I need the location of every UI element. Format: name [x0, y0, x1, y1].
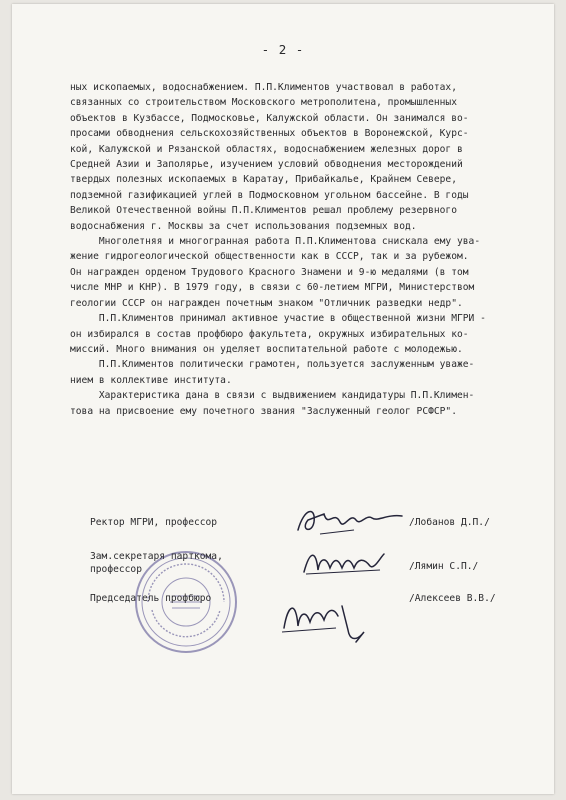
body-line: Средней Азии и Заполярье, изучением условий обводнения месторождений [70, 159, 463, 171]
body-line: Он награжден орденом Трудового Красного Знамени и 9-ю медалями (в том [70, 266, 469, 278]
document-body [70, 80, 530, 419]
signatory-role: Ректор МГРИ, профессор [90, 517, 218, 528]
signatory-role: Председатель профбюро [90, 593, 212, 604]
body-line: подземной газификацией углей в Подмосковном угольном бассейне. В годы [70, 189, 469, 201]
signatory-role: Зам.секретаря парткома, профессор [90, 551, 223, 575]
body-line: жение гидрогеологической общественности как в СССР, так и за рубежом. [70, 251, 469, 263]
body-line: просами обводнения сельскохозяйственных объектов в Воронежской, Курс- [70, 128, 469, 140]
body-line: Многолетняя и многогранная работа П.П.Климентова снискала ему ува- [70, 236, 481, 248]
body-line: миссий. Много внимания он уделяет воспитательной работе с молодежью. [70, 343, 463, 355]
body-line: связанных со строительством Московского метрополитена, промышленных [70, 97, 457, 109]
body-line: нием в коллективе института. [70, 374, 232, 386]
signature-lobanov [294, 500, 406, 540]
body-line: П.П.Климентов принимал активное участие в общественной жизни МГРИ - [70, 313, 486, 325]
document-page [12, 4, 554, 794]
signature-alekseev [278, 586, 374, 648]
signatory-name: /Лобанов Д.П./ [409, 517, 490, 528]
body-line: числе МНР и КНР). В 1979 году, в связи с 60-летием МГРИ, Министерством [70, 282, 475, 294]
body-line: геологии СССР он награжден почетным знаком "Отличник разведки недр". [70, 297, 463, 309]
page-number: - 2 - [261, 42, 305, 57]
signatory-name: /Алексеев В.В./ [409, 593, 496, 604]
body-line: кой, Калужской и Рязанской областях, водоснабжением железных дорог в [70, 143, 463, 155]
signatory-name: /Лямин С.П./ [409, 561, 479, 572]
body-line: он избирался в состав профбюро факультета, окружных избирательных ко- [70, 328, 469, 340]
body-line: объектов в Кузбассе, Подмосковье, Калужской области. Он занимался во- [70, 112, 469, 124]
body-line: водоснабжения г. Москвы за счет использования подземных вод. [70, 220, 417, 232]
body-line: П.П.Климентов политически грамотен, пользуется заслуженным уваже- [70, 359, 475, 371]
body-line: това на присвоение ему почетного звания "Заслуженный геолог РСФСР". [70, 405, 457, 417]
body-line: твердых полезных ископаемых в Каратау, Прибайкалье, Крайнем Севере, [70, 174, 457, 186]
signature-lyamin [300, 544, 388, 580]
body-line: Характеристика дана в связи с выдвижением кандидатуры П.П.Климен- [70, 390, 475, 402]
body-line: ных ископаемых, водоснабжением. П.П.Климентов участвовал в работах, [70, 82, 457, 93]
body-line: Великой Отечественной войны П.П.Климентов решал проблему резервного [70, 205, 457, 217]
